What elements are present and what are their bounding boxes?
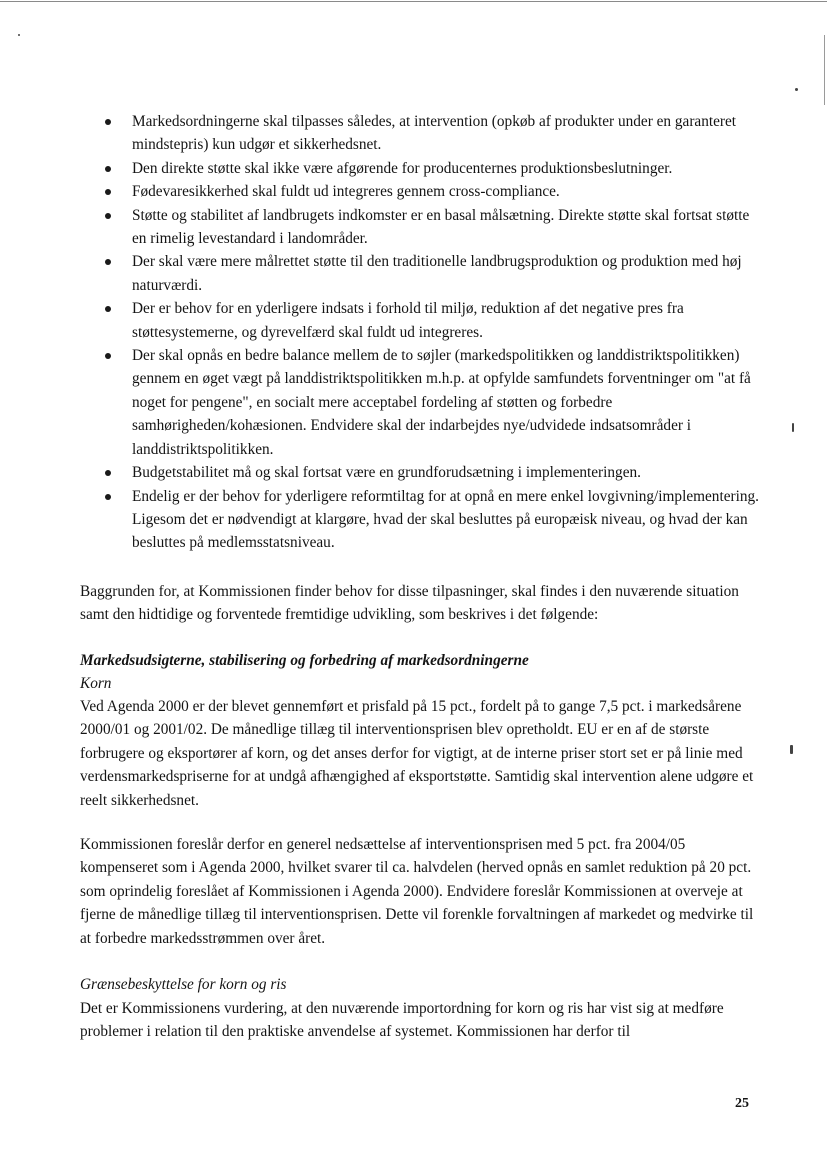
bullet-text: Der skal opnås en bedre balance mellem de to søjler (markedspolitikken og landdistriktspolitikken) gennem en øget vægt på landdistriktspolitikken m.h.p. at opfylde samfundets forventninger om "at få noget for pengene", en socialt mere acceptabel fordeling af støtten og forbedre samhørigheden/kohæsionen. Endvidere skal der indarbejdes nye/udvidede indsatsområder i landdistriktspolitikken. bbox=[132, 347, 751, 458]
bullet-item bbox=[102, 204, 762, 251]
subheading-graense: Grænsebeskyttelse for korn og ris bbox=[80, 976, 287, 993]
bullet-dot-icon bbox=[105, 166, 111, 172]
intro-paragraph: Baggrunden for, at Kommissionen finder behov for disse tilpasninger, skal findes i den nuværende situation samt den hidtidige og forventede fremtidige udvikling, som beskrives i det følgende: bbox=[80, 583, 739, 624]
bullet-dot-icon bbox=[105, 259, 111, 265]
bullet-text: Der skal være mere målrettet støtte til den traditionelle landbrugsproduktion og produktion med høj naturværdi. bbox=[132, 253, 742, 294]
bullet-text: Endelig er der behov for yderligere reformtiltag for at opnå en mere enkel lovgivning/implementering. Ligesom det er nødvendigt at klargøre, hvad der skal besluttes på europæisk niveau, og hvad der kan besluttes på medlemsstatsniveau. bbox=[132, 487, 759, 552]
subheading-korn: Korn bbox=[80, 675, 112, 692]
page-edge-mark bbox=[824, 35, 825, 105]
top-edge-rule bbox=[0, 1, 827, 2]
bullet-list bbox=[102, 110, 762, 555]
bullet-dot-icon bbox=[105, 119, 111, 125]
section-heading: Markedsudsigterne, stabilisering og forbedring af markedsordningerne bbox=[80, 652, 529, 669]
bullet-text: Budgetstabilitet må og skal fortsat være en grundforudsætning i implementeringen. bbox=[132, 464, 641, 482]
scan-speck bbox=[792, 423, 794, 432]
graense-paragraph: Det er Kommissionens vurdering, at den nuværende importordning for korn og ris har vist sig at medføre problemer i relation til den praktiske anvendelse af systemet. Kommissionen har derfor til bbox=[80, 1000, 724, 1041]
bullet-text: Fødevaresikkerhed skal fuldt ud integreres gennem cross-compliance. bbox=[132, 183, 560, 201]
scan-speck bbox=[795, 88, 798, 91]
bullet-text: Markedsordningerne skal tilpasses således, at intervention (opkøb af produkter under en garanteret mindstepris) kun udgør et sikkerhedsnet. bbox=[132, 113, 737, 154]
bullet-dot-icon bbox=[105, 353, 111, 359]
korn-paragraph: Ved Agenda 2000 er der blevet gennemført et prisfald på 15 pct., fordelt på to gange 7,5 pct. i markedsårene 2000/01 og 2001/02. De månedlige tillæg til interventionsprisen blev opretholdt. EU er en af de største forbrugere og eksportører af korn, og det anses derfor for vigtigt, at de interne priser stort set er på linie med verdensmarkedspriserne for at undgå afhængighed af eksportstøtte. Samtidig skal intervention alene udgøre et reelt sikkerhedsnet. bbox=[80, 698, 754, 809]
bullet-item bbox=[102, 485, 762, 555]
bullet-text: Der er behov for en yderligere indsats i forhold til miljø, reduktion af det negative pres fra støttesystemerne, og dyrevelfærd skal fuldt ud integreres. bbox=[132, 300, 684, 341]
scan-speck bbox=[18, 34, 20, 36]
bullet-item bbox=[102, 157, 762, 180]
bullet-dot-icon bbox=[105, 189, 111, 195]
scan-speck bbox=[790, 745, 793, 754]
bullet-item bbox=[102, 297, 762, 344]
bullet-item bbox=[102, 461, 762, 484]
bullet-text: Støtte og stabilitet af landbrugets indkomster er en basal målsætning. Direkte støtte skal fortsat støtte en rimelig levestandard i landområder. bbox=[132, 206, 750, 248]
bullet-dot-icon bbox=[105, 494, 111, 500]
bullet-item bbox=[102, 250, 762, 297]
bullet-item bbox=[102, 344, 762, 461]
bullet-text: Den direkte støtte skal ikke være afgørende for producenternes produktionsbeslutninger. bbox=[132, 159, 673, 177]
korn-paragraph: Kommissionen foreslår derfor en generel nedsættelse af interventionsprisen med 5 pct. fra 2004/05 kompenseret som i Agenda 2000, hvilket svarer til ca. halvdelen (herved opnås en samlet reduktion på 20 pct. som oprindelig foreslået af Kommissionen i Agenda 2000). Endvidere foreslår Kommissionen at overveje at fjerne de månedlige tillæg til interventionsprisen. Dette vil forenkle forvaltningen af markedet og medvirke til at forbedre markedsstrømmen over året. bbox=[80, 836, 754, 947]
bullet-dot-icon bbox=[105, 306, 111, 312]
bullet-dot-icon bbox=[105, 470, 111, 476]
bullet-item bbox=[102, 180, 762, 203]
page-number: 25 bbox=[735, 1096, 749, 1111]
bullet-item bbox=[102, 110, 762, 157]
bullet-dot-icon bbox=[105, 213, 111, 219]
